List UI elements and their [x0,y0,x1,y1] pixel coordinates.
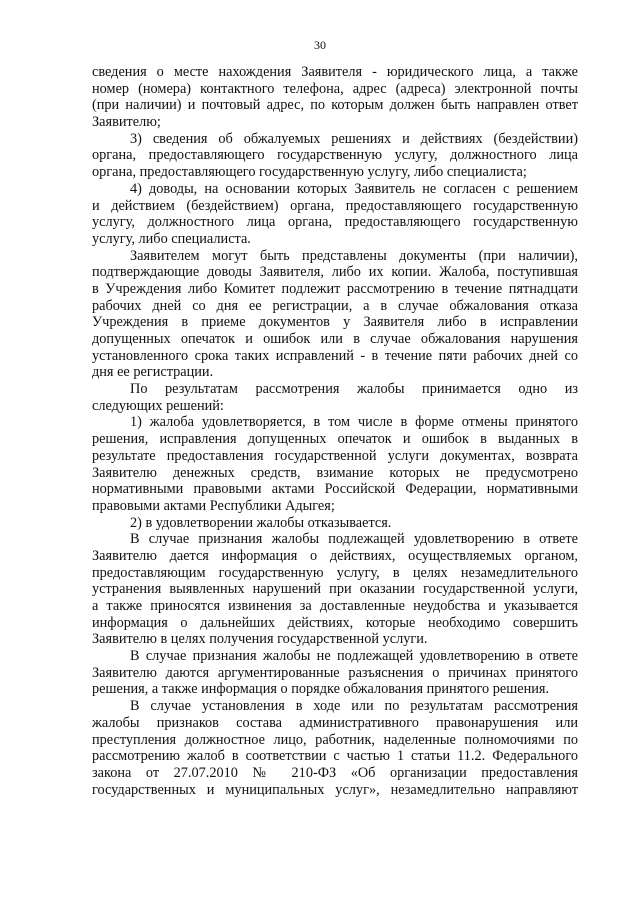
text-line: государственных и муниципальных услуг», незамедлительно направляют [92,781,578,798]
text-line: жалобы признаков состава административного правонарушения или [92,714,578,731]
text-line: Заявителю в целях получения государственной услуги. [92,631,428,648]
text-line: а также приносятся извинения за доставленные неудобства и указывается [92,598,578,614]
text-line: правовыми актами Республики Адыгея; [92,497,335,514]
text-line: решения, исправления допущенных опечаток и ошибок в выданных в [92,431,578,448]
text-line: По результатам рассмотрения жалобы принимается одно из [130,381,578,398]
text-line: преступления должностное лицо, работник, наделенные полномочиями по [92,731,578,748]
text-line: подтверждающие доводы Заявителя, либо их копии. Жалоба, поступившая [92,264,578,281]
text-line: устранения выявленных нарушений при оказании государственной услуги, [92,581,578,598]
text-line: предоставляющим государственную услугу, в целях незамедлительного [92,564,578,581]
text-line: в Учреждения либо Комитет подлежит рассмотрению в течение пятнадцати [92,280,578,297]
text-line: решения, а также информация о порядке обжалования принятого решения. [92,681,550,698]
text-line: результате предоставления государственной услуги документах, возврата [92,447,578,464]
text-line: рассмотрению жалоб в соответствии с частью 1 статьи 11.2. Федерального [92,748,578,765]
text-line: и действием (бездействием) органа, предоставляющего государственную [92,197,578,214]
text-line: Заявителю; [92,114,161,131]
text-line: Заявителю денежных средств, взимание которых не предусмотрено [92,464,578,481]
text-line: нормативными правовыми актами Российской Федерации, нормативными [92,481,578,498]
text-line: Заявителем могут быть представлены документы (при наличии), [130,247,578,264]
text-line: Заявителю даются аргументированные разъяснения о причинах принятого [92,664,578,681]
text-line: установленного срока таких исправлений - в течение пяти рабочих дней со [92,347,578,364]
text-line: услугу, должностного лица органа, предоставляющего государственную [92,214,578,231]
page-number: 30 [314,38,326,52]
text-line: органа, предоставляющего государственную услугу, должностного лица [92,147,578,164]
text-line: В случае признания жалобы подлежащей удовлетворению в ответе [130,531,578,548]
text-line: услугу, либо специалиста. [92,230,251,247]
document-body [92,64,578,798]
text-line: сведения о месте нахождения Заявителя - юридического лица, а также [92,64,578,80]
text-line: (при наличии) и почтовый адрес, по которым должен быть направлен ответ [92,97,578,114]
text-line: 2) в удовлетворении жалобы отказывается. [130,514,392,531]
text-line: Заявителю дается информация о действиях, осуществляемых органом, [92,547,578,564]
text-line: дня ее регистрации. [92,364,214,381]
text-line: информация о дальнейших действиях, которые необходимо совершить [92,614,578,631]
text-line: номер (номера) контактного телефона, адрес (адреса) электронной почты [92,80,578,97]
text-line: закона от 27.07.2010 № 210-ФЗ «Об организации предоставления [92,764,578,781]
text-line: рабочих дней со дня ее регистрации, а в случае обжалования отказа [92,297,578,314]
text-line: 4) доводы, на основании которых Заявитель не согласен с решением [130,180,578,197]
text-line: органа, предоставляющего государственную услугу, либо специалиста; [92,164,527,181]
text-line: В случае признания жалобы не подлежащей удовлетворению в ответе [130,648,578,665]
text-line: В случае установления в ходе или по результатам рассмотрения [130,698,578,715]
text-line: 3) сведения об обжалуемых решениях и действиях (бездействии) [130,130,578,147]
text-line: Учреждения в приеме документов у Заявителя либо в исправлении [92,314,578,331]
text-line: 1) жалоба удовлетворяется, в том числе в форме отмены принятого [130,414,578,431]
text-line: допущенных опечаток и ошибок или в случае обжалования нарушения [92,331,578,347]
text-line: следующих решений: [92,397,224,414]
